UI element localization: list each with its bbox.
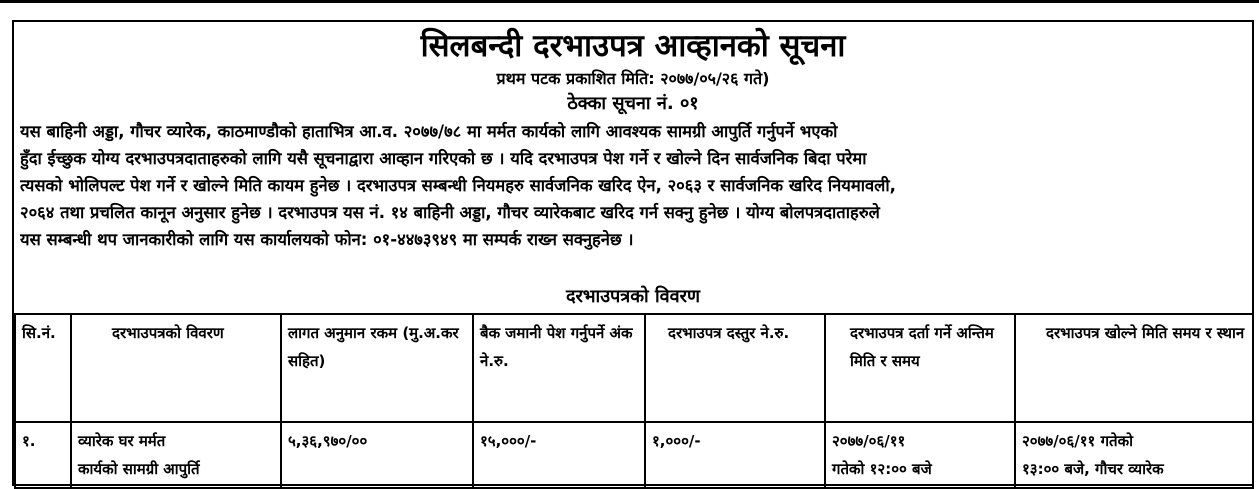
header-line: लागत अनुमान रकम [288,324,398,342]
cell-text: ५,३६,९७०/०० [288,432,368,450]
header-line: गर्ने अन्तिम [934,324,994,342]
cell-description [71,422,281,488]
column-header-bank-guarantee [473,314,645,422]
notice-body-line: त्यसको भोलिपल्ट पेश गर्ने र खोल्ने मिति कायम हुनेछ । दरभाउपत्र सम्बन्धी नियमहरु सार्वजनिक खरिद ऐन, २०६३ र सार्वजनिक खरिद नियमावली, [20,176,896,195]
cell-text: २०७७/०६/११ [832,432,906,450]
cell-text: १३:०० बजे, गौचर व्यारेक [1022,460,1164,478]
cell-bank-guarantee [473,422,645,488]
cell-text: गतेको १२:०० बजे [832,460,932,478]
header-line: मिति र समय [850,352,920,370]
column-header-description [71,314,281,422]
notice-body [20,118,1246,253]
header-line: दरभाउपत्रको [112,324,181,342]
tender-notice [12,20,1254,486]
header-line: मिति समय र स्थान [1142,324,1245,342]
column-header-sn [15,314,71,422]
cell-text: १,०००/- [652,432,701,450]
header-line: दरभाउपत्र खोल्ने [1046,324,1137,342]
notice-title: सिलबन्दी दरभाउपत्र आव्हानको सूचना [420,28,846,64]
cell-text: व्यारेक घर मर्मत [78,432,166,450]
section-title: दरभाउपत्रको विवरण [565,286,701,307]
top-rule [0,0,1259,3]
column-header-opening [1015,314,1253,422]
cell-sn [15,422,71,488]
cell-fee [645,422,825,488]
cell-text: कार्यको सामग्री आपुर्ति [78,460,200,478]
tender-number: ठेक्का सूचना नं. ०१ [567,93,699,114]
notice-body-line: २०६४ तथा प्रचलित कानून अनुसार हुनेछ । दरभाउपत्र यस नं. १४ बाहिनी अड्डा, गौचर व्यारेकबाट खरिद गर्न सक्नु हुनेछ । योग्य बोलपत्रदाताहरुले [20,203,880,222]
header-line: बैक जमानी पेश [480,324,566,342]
header-line: (मु.अ.कर सहित) [288,324,459,370]
cell-opening [1015,422,1253,488]
notice-body-line: हुँदा ईच्छुक योग्य दरभाउपत्रदाताहरुको लागि यसै सूचनाद्वारा आव्हान गरिएको छ । यदि दरभाउपत्र पेश गर्ने र खोल्ने दिन सार्वजनिक बिदा परेमा [20,149,867,168]
header-line: दरभाउपत्र दस्तुर [668,324,756,342]
notice-body-line: यस सम्बन्धी थप जानकारीको लागि यस कार्यालयको फोन: ०१-४४७३९४९ मा सम्पर्क राख्न सक्नुहनेछ । [20,230,634,249]
tender-details-table [14,313,1254,489]
header-line: विवरण [186,324,224,342]
column-header-cost-estimate [281,314,473,422]
header-line: ने.रु. [760,324,790,342]
published-date: प्रथम पटक प्रकाशित मिति: २०७७/०५/२६ गते) [496,69,770,88]
header-line: दरभाउपत्र दर्ता [850,324,930,342]
cell-text: १५,०००/- [480,432,537,450]
table-row [15,422,1253,488]
column-header-fee [645,314,825,422]
cell-text: २०७७/०६/११ गतेको [1022,432,1133,450]
header-line: सि.नं. [22,324,56,342]
cell-registration-deadline [825,422,1015,488]
notice-body-line: यस बाहिनी अड्डा, गौचर व्यारेक, काठमाण्डौको हाताभित्र आ.व. २०७७/७८ मा मर्मत कार्यको लागि आवश्यक सामग्री आपुर्ति गर्नुपर्ने भएको [20,122,838,141]
table-header-row [15,314,1253,422]
header-line: गर्नुपर्ने अंक ने.रु. [480,324,633,370]
column-header-registration-deadline [825,314,1015,422]
cell-cost-estimate [281,422,473,488]
cell-text: १. [22,432,36,450]
